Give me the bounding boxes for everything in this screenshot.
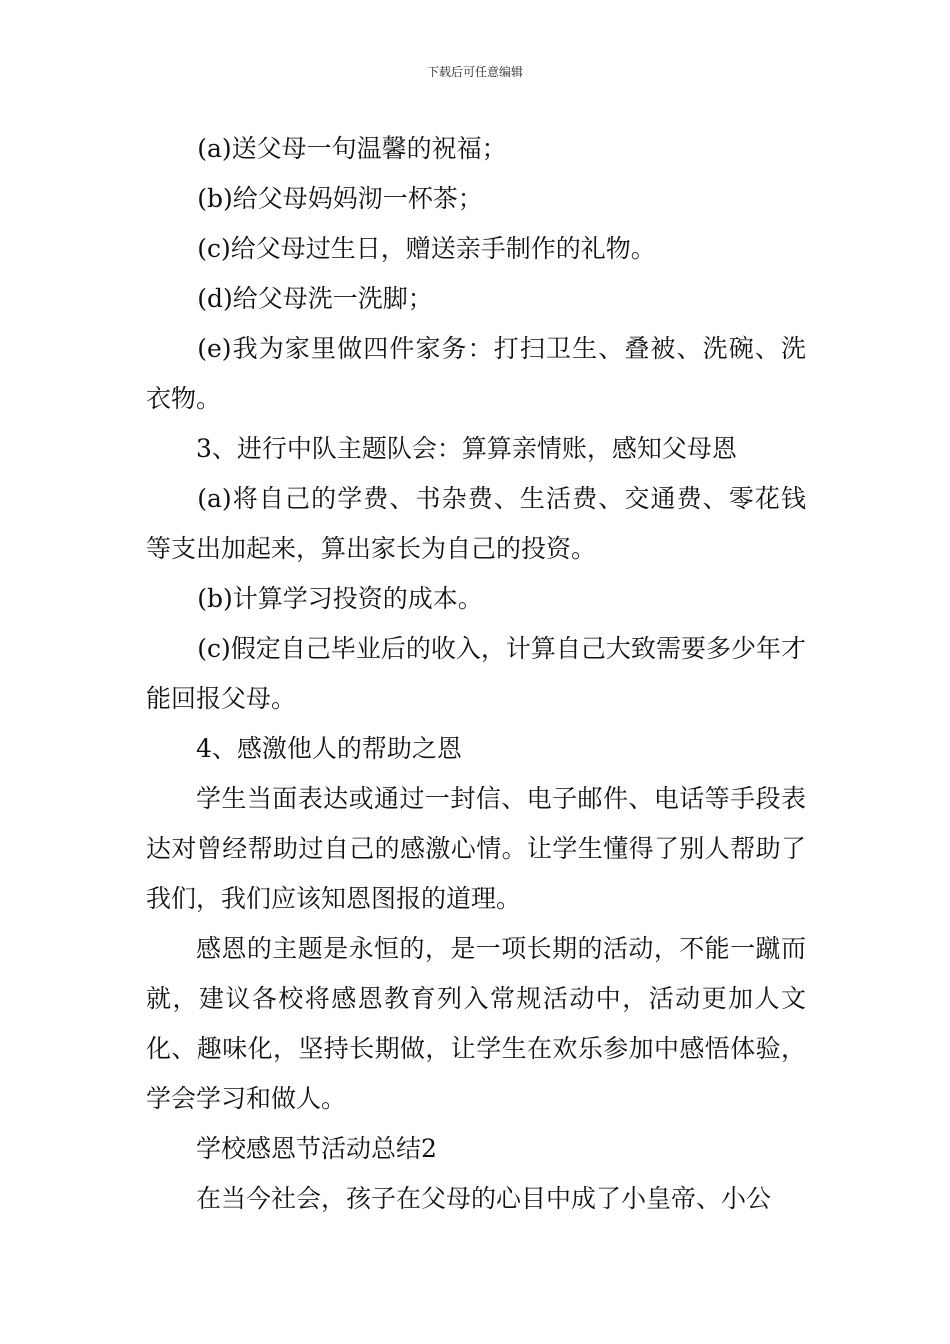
page-header-note: 下载后可任意编辑 — [426, 65, 523, 79]
body-paragraph: 学生当面表达或通过一封信、电子邮件、电话等手段表达对曾经帮助过自己的感激心情。让学生懂得了别人帮助了我们，我们应该知恩图报的道理。 — [146, 784, 806, 913]
list-item-3b: (b)计算学习投资的成本。 — [197, 584, 483, 613]
document-body — [146, 124, 806, 1224]
section-heading-3: 3、进行中队主题队会：算算亲情账，感知父母恩 — [196, 434, 737, 463]
body-paragraph: 在当今社会，孩子在父母的心目中成了小皇帝、小公 — [196, 1184, 772, 1213]
list-item-b: (b)给父母妈妈沏一杯茶； — [197, 184, 483, 213]
list-item-e: (e)我为家里做四件家务：打扫卫生、叠被、洗碗、洗衣物。 — [146, 334, 806, 413]
list-item-a: (a)送父母一句温馨的祝福； — [197, 134, 507, 163]
section-heading-4: 4、感激他人的帮助之恩 — [196, 734, 462, 763]
list-item-d: (d)给父母洗一洗脚； — [197, 284, 433, 313]
list-item-3a: (a)将自己的学费、书杂费、生活费、交通费、零花钱等支出加起来，算出家长为自己的投资。 — [146, 484, 806, 563]
body-paragraph: 感恩的主题是永恒的，是一项长期的活动，不能一蹴而就，建议各校将感恩教育列入常规活动中，活动更加人文化、趣味化，坚持长期做，让学生在欢乐参加中感悟体验，学会学习和做人。 — [146, 934, 806, 1113]
list-item-3c: (c)假定自己毕业后的收入，计算自己大致需要多少年才能回报父母。 — [146, 634, 806, 713]
list-item-c: (c)给父母过生日，赠送亲手制作的礼物。 — [197, 234, 656, 263]
section-title-summary-2: 学校感恩节活动总结2 — [196, 1134, 437, 1163]
